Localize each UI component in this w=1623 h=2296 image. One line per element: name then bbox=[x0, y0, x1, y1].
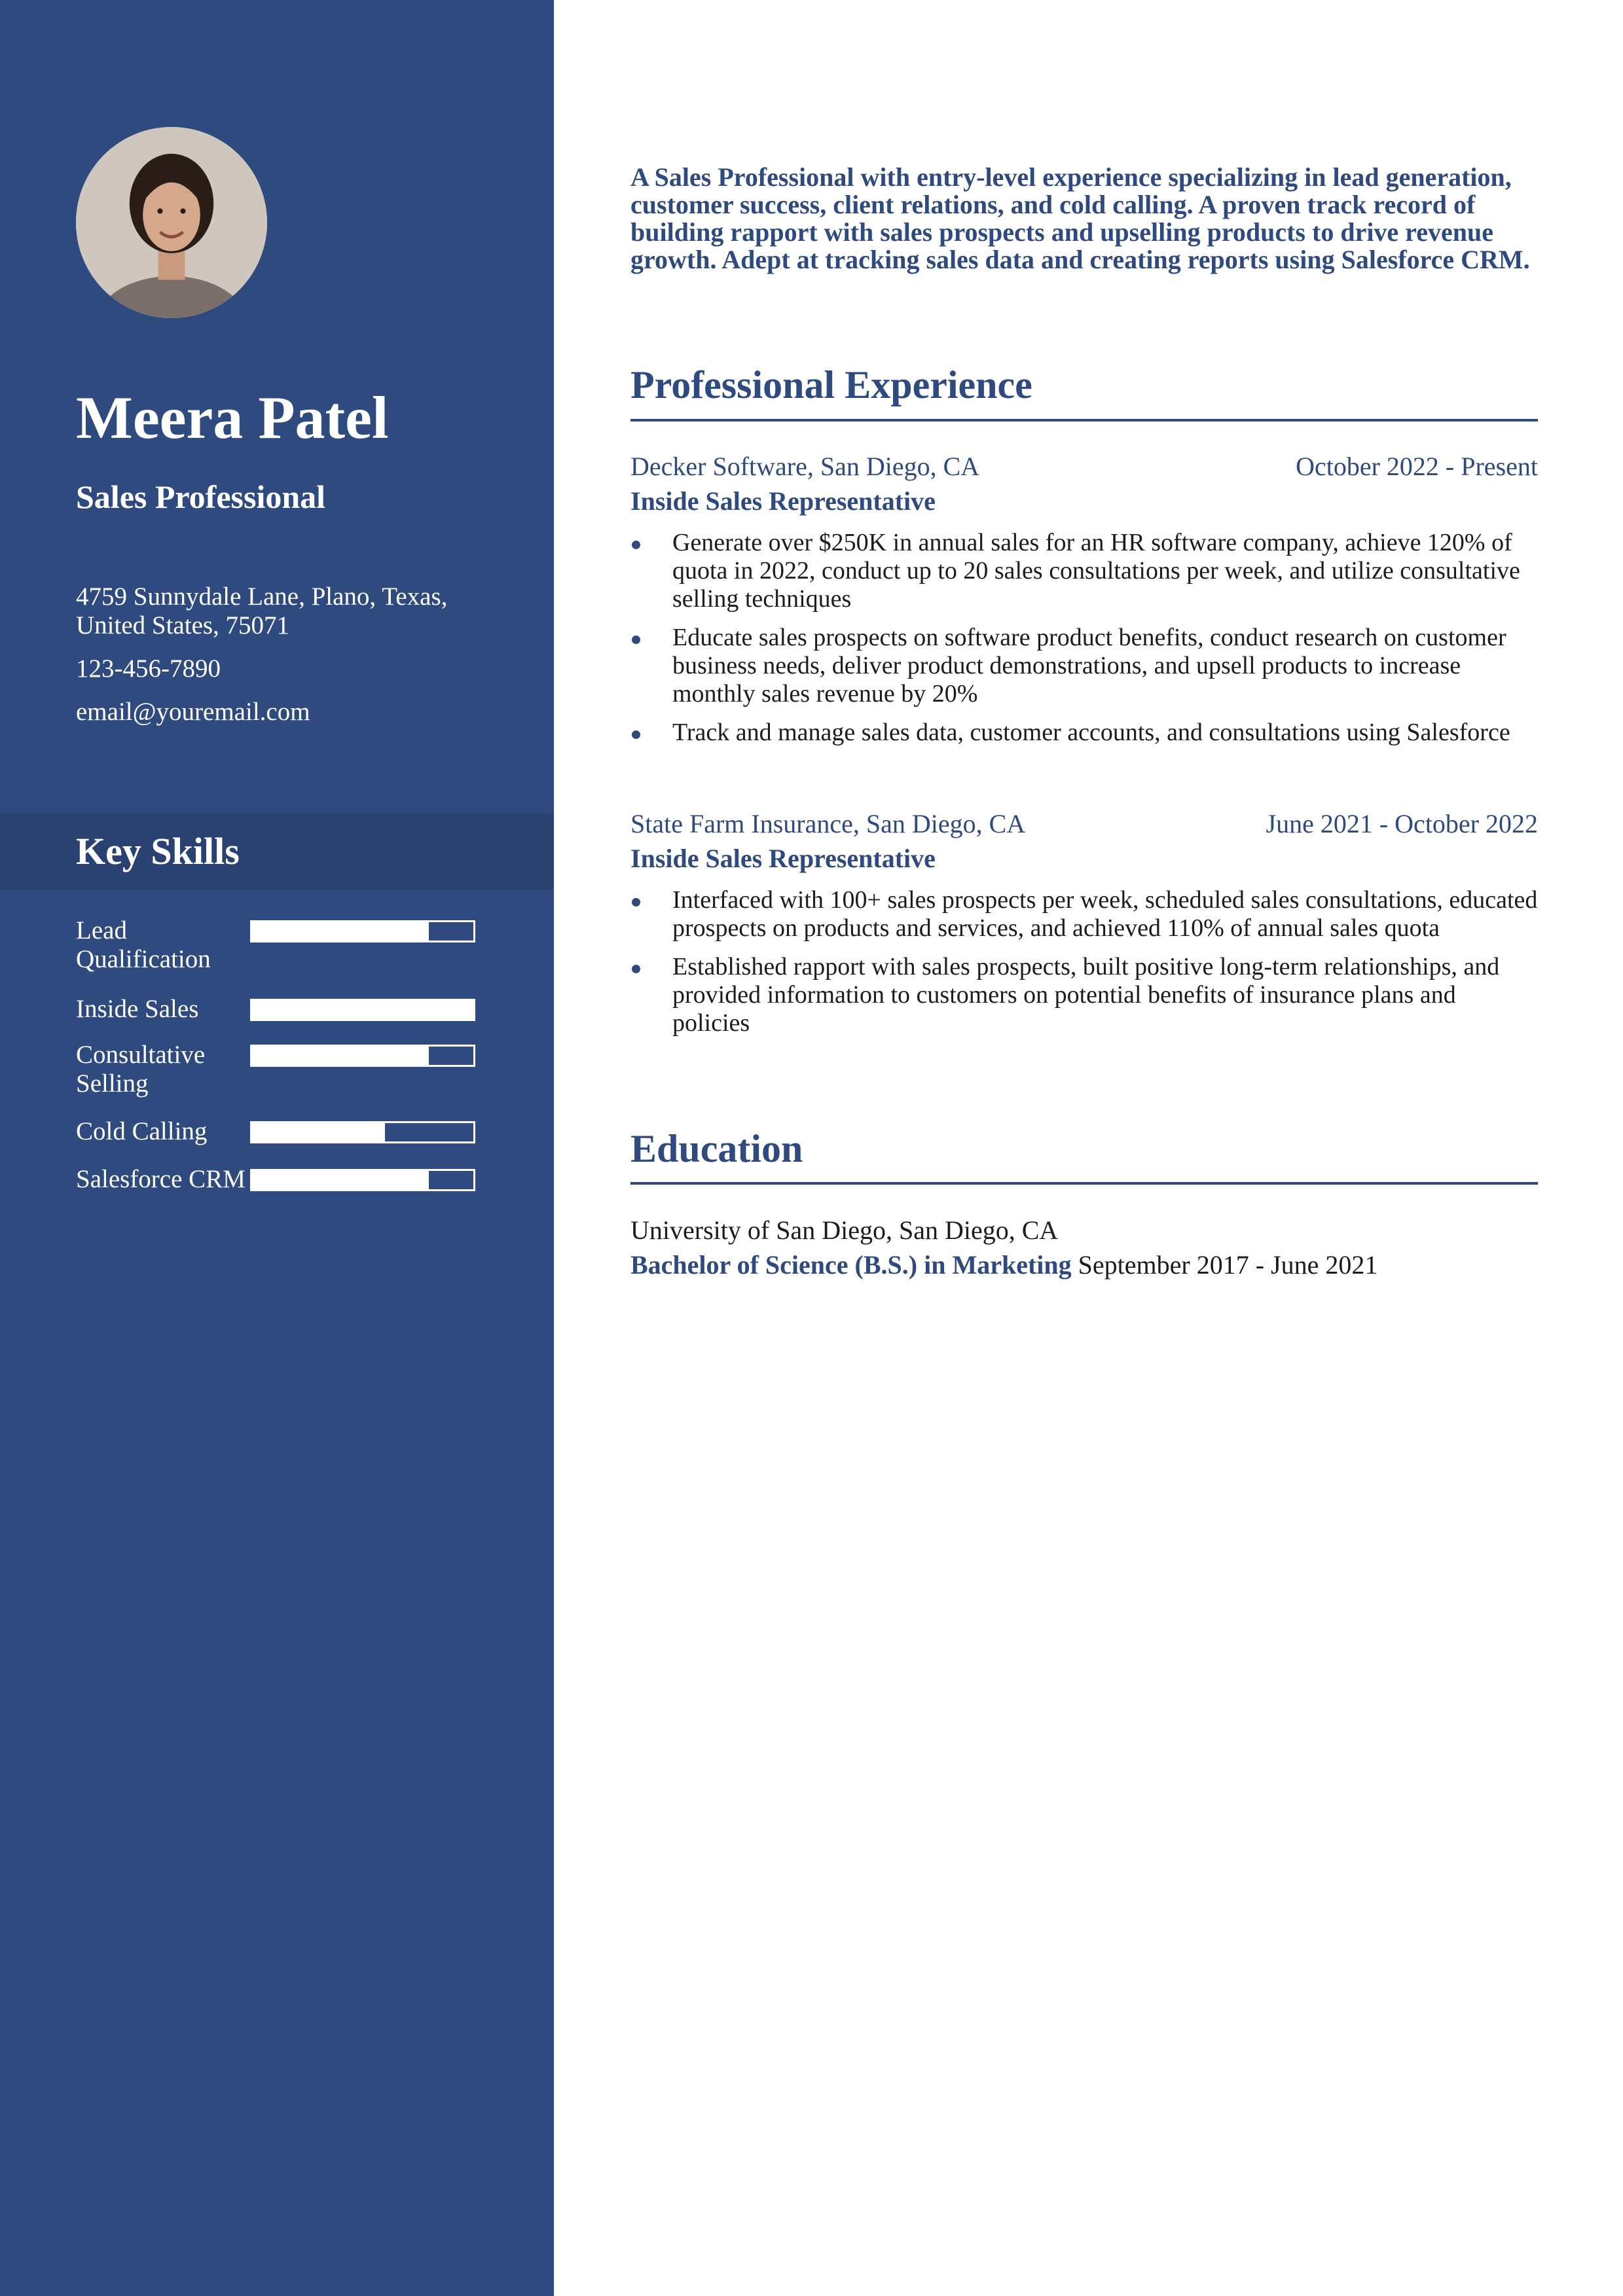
education-degree-line bbox=[630, 1249, 1377, 1282]
skill-level-bar bbox=[250, 1169, 475, 1191]
job-title: Inside Sales Representative bbox=[630, 844, 936, 873]
profile-summary: A Sales Professional with entry-level experience specializing in lead generation, customer success, client relations, and cold calling. A proven track record of building rapport with sales prospects and upselling products to drive revenue growth. Adept at tracking sales data and creating reports using Salesforce CRM. bbox=[630, 162, 1530, 274]
skill-level-bar bbox=[250, 1045, 475, 1067]
skill-level-bar bbox=[250, 1121, 475, 1143]
list-item bbox=[630, 719, 1538, 747]
skills-title: Key Skills bbox=[76, 830, 240, 872]
education-divider bbox=[630, 1182, 1538, 1185]
education-school: University of San Diego, San Diego, CA bbox=[630, 1215, 1059, 1245]
sidebar bbox=[0, 0, 554, 2296]
job-bullets bbox=[630, 886, 1538, 1048]
skill-level-fill bbox=[252, 1047, 429, 1065]
experience-title: Professional Experience bbox=[630, 363, 1032, 406]
skill-label: Inside Sales bbox=[76, 995, 199, 1023]
skill-label: Cold Calling bbox=[76, 1117, 208, 1145]
bullet-text: Track and manage sales data, customer accounts, and consultations using Salesforce bbox=[672, 719, 1510, 746]
bullet-icon bbox=[632, 965, 640, 973]
avatar bbox=[76, 127, 267, 318]
job-dates: October 2022 - Present bbox=[1296, 452, 1538, 481]
bullet-text: Established rapport with sales prospects, built positive long-term relationships, and provided information to customers on potential benefits of insurance plans and policies bbox=[672, 953, 1500, 1037]
list-item bbox=[630, 953, 1538, 1037]
skill-level-fill bbox=[252, 922, 429, 941]
contact-address: 4759 Sunnydale Lane, Plano, Texas, United States, 75071 bbox=[76, 583, 448, 639]
bullet-icon bbox=[632, 541, 640, 549]
job-title: Inside Sales Representative bbox=[630, 486, 936, 516]
experience-divider bbox=[630, 419, 1538, 422]
list-item bbox=[630, 886, 1538, 942]
list-item bbox=[630, 529, 1538, 613]
education-degree: Bachelor of Science (B.S.) in Marketing bbox=[630, 1250, 1072, 1280]
skill-level-fill bbox=[252, 1171, 429, 1189]
bullet-icon bbox=[632, 730, 640, 739]
bullet-text: Generate over $250K in annual sales for an HR software company, achieve 120% of quota in 2022, conduct up to 20 sales consultations per week, and utilize consultative selling techniques bbox=[672, 529, 1520, 613]
contact-phone: 123-456-7890 bbox=[76, 655, 221, 683]
bullet-icon bbox=[632, 636, 640, 644]
contact-email: email@youremail.com bbox=[76, 698, 310, 726]
bullet-icon bbox=[632, 898, 640, 906]
skill-level-fill bbox=[252, 1123, 385, 1141]
job-bullets bbox=[630, 529, 1538, 757]
skill-level-bar bbox=[250, 920, 475, 942]
job-company: Decker Software, San Diego, CA bbox=[630, 452, 980, 481]
skill-label: Salesforce CRM bbox=[76, 1165, 246, 1193]
list-item bbox=[630, 624, 1538, 708]
education-dates: September 2017 - June 2021 bbox=[1078, 1250, 1378, 1280]
candidate-role: Sales Professional bbox=[76, 478, 326, 515]
candidate-name: Meera Patel bbox=[76, 384, 389, 451]
skill-label: Lead Qualification bbox=[76, 916, 211, 973]
skill-level-fill bbox=[252, 1001, 473, 1019]
profile-photo-icon bbox=[76, 127, 267, 318]
skill-level-bar bbox=[250, 999, 475, 1021]
job-company: State Farm Insurance, San Diego, CA bbox=[630, 809, 1026, 838]
job-dates: June 2021 - October 2022 bbox=[1266, 809, 1538, 838]
skill-label: Consultative Selling bbox=[76, 1041, 206, 1098]
education-title: Education bbox=[630, 1127, 803, 1170]
bullet-text: Educate sales prospects on software product benefits, conduct research on customer business needs, deliver product demonstrations, and upsell products to increase monthly sales revenue by 20% bbox=[672, 624, 1506, 708]
bullet-text: Interfaced with 100+ sales prospects per week, scheduled sales consultations, educated prospects on products and services, and achieved 110% of annual sales quota bbox=[672, 886, 1538, 942]
